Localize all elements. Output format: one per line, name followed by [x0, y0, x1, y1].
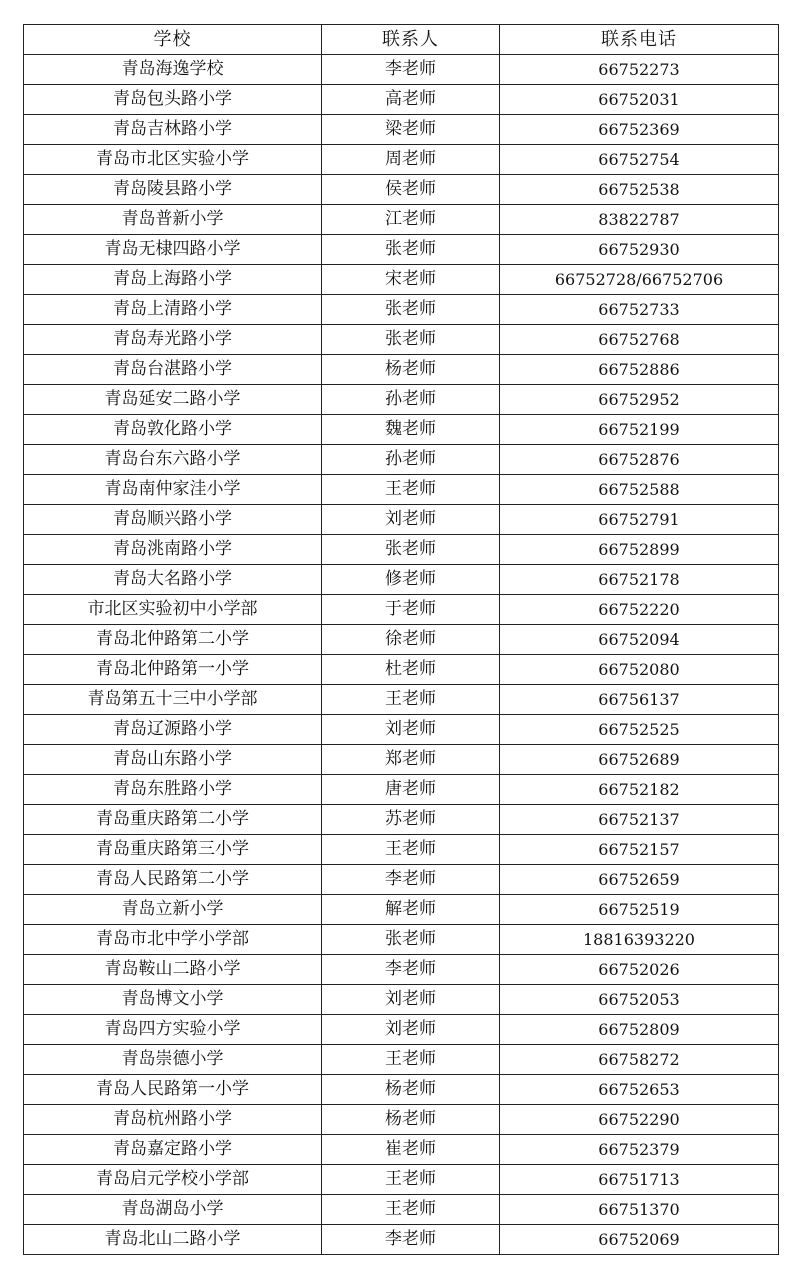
school-cell: 青岛敦化路小学 — [24, 415, 322, 445]
table-row — [24, 1225, 779, 1255]
phone-cell: 66751370 — [500, 1195, 779, 1225]
contact-cell: 孙老师 — [322, 385, 500, 415]
school-cell: 青岛人民路第一小学 — [24, 1075, 322, 1105]
school-cell: 青岛杭州路小学 — [24, 1105, 322, 1135]
phone-cell: 66752199 — [500, 415, 779, 445]
school-cell: 青岛重庆路第三小学 — [24, 835, 322, 865]
school-cell: 青岛海逸学校 — [24, 55, 322, 85]
school-cell: 青岛市北中学小学部 — [24, 925, 322, 955]
phone-cell: 66756137 — [500, 685, 779, 715]
contact-cell: 江老师 — [322, 205, 500, 235]
table-row — [24, 175, 779, 205]
contact-table — [23, 24, 779, 1255]
contact-cell: 崔老师 — [322, 1135, 500, 1165]
school-cell: 青岛辽源路小学 — [24, 715, 322, 745]
school-cell: 青岛包头路小学 — [24, 85, 322, 115]
header-school: 学校 — [24, 25, 322, 55]
school-cell: 青岛博文小学 — [24, 985, 322, 1015]
phone-cell: 66752728/66752706 — [500, 265, 779, 295]
school-cell: 青岛崇德小学 — [24, 1045, 322, 1075]
school-cell: 青岛北山二路小学 — [24, 1225, 322, 1255]
contact-cell: 于老师 — [322, 595, 500, 625]
table-row — [24, 1105, 779, 1135]
contact-cell: 刘老师 — [322, 715, 500, 745]
contact-cell: 张老师 — [322, 235, 500, 265]
table-row — [24, 355, 779, 385]
table-row — [24, 865, 779, 895]
contact-cell: 梁老师 — [322, 115, 500, 145]
school-cell: 青岛第五十三中小学部 — [24, 685, 322, 715]
phone-cell: 66752379 — [500, 1135, 779, 1165]
table-row — [24, 265, 779, 295]
table-row — [24, 1135, 779, 1165]
phone-cell: 66752653 — [500, 1075, 779, 1105]
table-row — [24, 745, 779, 775]
phone-cell: 66751713 — [500, 1165, 779, 1195]
phone-cell: 66752886 — [500, 355, 779, 385]
contact-cell: 杨老师 — [322, 1075, 500, 1105]
phone-cell: 66752768 — [500, 325, 779, 355]
phone-cell: 66752876 — [500, 445, 779, 475]
table-row — [24, 445, 779, 475]
table-row — [24, 775, 779, 805]
phone-cell: 66752588 — [500, 475, 779, 505]
school-cell: 青岛上清路小学 — [24, 295, 322, 325]
phone-cell: 66752952 — [500, 385, 779, 415]
table-row — [24, 655, 779, 685]
table-row — [24, 835, 779, 865]
school-cell: 青岛人民路第二小学 — [24, 865, 322, 895]
contact-cell: 杨老师 — [322, 1105, 500, 1135]
contact-cell: 唐老师 — [322, 775, 500, 805]
contact-cell: 张老师 — [322, 535, 500, 565]
school-cell: 青岛湖岛小学 — [24, 1195, 322, 1225]
phone-cell: 66752754 — [500, 145, 779, 175]
school-cell: 青岛寿光路小学 — [24, 325, 322, 355]
table-row — [24, 955, 779, 985]
table-row — [24, 715, 779, 745]
table-row — [24, 535, 779, 565]
table-row — [24, 1045, 779, 1075]
contact-cell: 张老师 — [322, 325, 500, 355]
phone-cell: 66752538 — [500, 175, 779, 205]
table-row — [24, 475, 779, 505]
contact-cell: 杜老师 — [322, 655, 500, 685]
phone-cell: 18816393220 — [500, 925, 779, 955]
contact-cell: 王老师 — [322, 1045, 500, 1075]
phone-cell: 66758272 — [500, 1045, 779, 1075]
phone-cell: 66752220 — [500, 595, 779, 625]
table-row — [24, 235, 779, 265]
contact-cell: 王老师 — [322, 1165, 500, 1195]
contact-cell: 解老师 — [322, 895, 500, 925]
phone-cell: 66752369 — [500, 115, 779, 145]
school-cell: 青岛陵县路小学 — [24, 175, 322, 205]
contact-cell: 高老师 — [322, 85, 500, 115]
table-row — [24, 1165, 779, 1195]
contact-cell: 徐老师 — [322, 625, 500, 655]
table-row — [24, 55, 779, 85]
phone-cell: 66752290 — [500, 1105, 779, 1135]
school-cell: 青岛上海路小学 — [24, 265, 322, 295]
contact-cell: 宋老师 — [322, 265, 500, 295]
contact-cell: 张老师 — [322, 295, 500, 325]
school-cell: 青岛延安二路小学 — [24, 385, 322, 415]
phone-cell: 66752899 — [500, 535, 779, 565]
school-cell: 青岛北仲路第一小学 — [24, 655, 322, 685]
phone-cell: 66752182 — [500, 775, 779, 805]
table-row — [24, 505, 779, 535]
phone-cell: 66752809 — [500, 1015, 779, 1045]
school-cell: 青岛顺兴路小学 — [24, 505, 322, 535]
phone-cell: 66752659 — [500, 865, 779, 895]
contact-cell: 王老师 — [322, 685, 500, 715]
school-cell: 青岛山东路小学 — [24, 745, 322, 775]
school-cell: 市北区实验初中小学部 — [24, 595, 322, 625]
school-cell: 青岛重庆路第二小学 — [24, 805, 322, 835]
contact-cell: 李老师 — [322, 865, 500, 895]
table-row — [24, 115, 779, 145]
table-row — [24, 895, 779, 925]
phone-cell: 66752137 — [500, 805, 779, 835]
phone-cell: 66752157 — [500, 835, 779, 865]
table-row — [24, 595, 779, 625]
school-cell: 青岛鞍山二路小学 — [24, 955, 322, 985]
contact-cell: 魏老师 — [322, 415, 500, 445]
school-cell: 青岛市北区实验小学 — [24, 145, 322, 175]
table-row — [24, 925, 779, 955]
contact-cell: 李老师 — [322, 1225, 500, 1255]
school-cell: 青岛普新小学 — [24, 205, 322, 235]
header-row — [24, 25, 779, 55]
table-row — [24, 325, 779, 355]
school-cell: 青岛洮南路小学 — [24, 535, 322, 565]
contact-cell: 王老师 — [322, 475, 500, 505]
contact-cell: 张老师 — [322, 925, 500, 955]
phone-cell: 66752791 — [500, 505, 779, 535]
contact-cell: 刘老师 — [322, 985, 500, 1015]
table-row — [24, 385, 779, 415]
school-cell: 青岛南仲家洼小学 — [24, 475, 322, 505]
contact-cell: 孙老师 — [322, 445, 500, 475]
phone-cell: 66752733 — [500, 295, 779, 325]
phone-cell: 66752053 — [500, 985, 779, 1015]
contact-cell: 王老师 — [322, 1195, 500, 1225]
table-row — [24, 625, 779, 655]
table-row — [24, 985, 779, 1015]
phone-cell: 66752930 — [500, 235, 779, 265]
contact-cell: 修老师 — [322, 565, 500, 595]
table-row — [24, 1075, 779, 1105]
phone-cell: 66752026 — [500, 955, 779, 985]
contact-cell: 王老师 — [322, 835, 500, 865]
contact-cell: 郑老师 — [322, 745, 500, 775]
contact-cell: 苏老师 — [322, 805, 500, 835]
header-contact: 联系人 — [322, 25, 500, 55]
table-row — [24, 415, 779, 445]
school-cell: 青岛立新小学 — [24, 895, 322, 925]
phone-cell: 66752273 — [500, 55, 779, 85]
header-phone: 联系电话 — [500, 25, 779, 55]
phone-cell: 66752519 — [500, 895, 779, 925]
school-cell: 青岛嘉定路小学 — [24, 1135, 322, 1165]
school-cell: 青岛吉林路小学 — [24, 115, 322, 145]
phone-cell: 83822787 — [500, 205, 779, 235]
contact-cell: 侯老师 — [322, 175, 500, 205]
table-row — [24, 85, 779, 115]
table-row — [24, 805, 779, 835]
school-cell: 青岛台湛路小学 — [24, 355, 322, 385]
table-row — [24, 1015, 779, 1045]
school-cell: 青岛四方实验小学 — [24, 1015, 322, 1045]
table-row — [24, 1195, 779, 1225]
contact-cell: 周老师 — [322, 145, 500, 175]
school-cell: 青岛无棣四路小学 — [24, 235, 322, 265]
contact-cell: 李老师 — [322, 955, 500, 985]
phone-cell: 66752080 — [500, 655, 779, 685]
phone-cell: 66752069 — [500, 1225, 779, 1255]
school-cell: 青岛大名路小学 — [24, 565, 322, 595]
table-row — [24, 205, 779, 235]
phone-cell: 66752525 — [500, 715, 779, 745]
contact-cell: 杨老师 — [322, 355, 500, 385]
school-cell: 青岛北仲路第二小学 — [24, 625, 322, 655]
school-cell: 青岛台东六路小学 — [24, 445, 322, 475]
phone-cell: 66752689 — [500, 745, 779, 775]
school-cell: 青岛启元学校小学部 — [24, 1165, 322, 1195]
school-cell: 青岛东胜路小学 — [24, 775, 322, 805]
contact-cell: 刘老师 — [322, 505, 500, 535]
phone-cell: 66752094 — [500, 625, 779, 655]
table-row — [24, 295, 779, 325]
phone-cell: 66752031 — [500, 85, 779, 115]
contact-cell: 刘老师 — [322, 1015, 500, 1045]
table-row — [24, 145, 779, 175]
contact-cell: 李老师 — [322, 55, 500, 85]
table-row — [24, 685, 779, 715]
phone-cell: 66752178 — [500, 565, 779, 595]
table-row — [24, 565, 779, 595]
